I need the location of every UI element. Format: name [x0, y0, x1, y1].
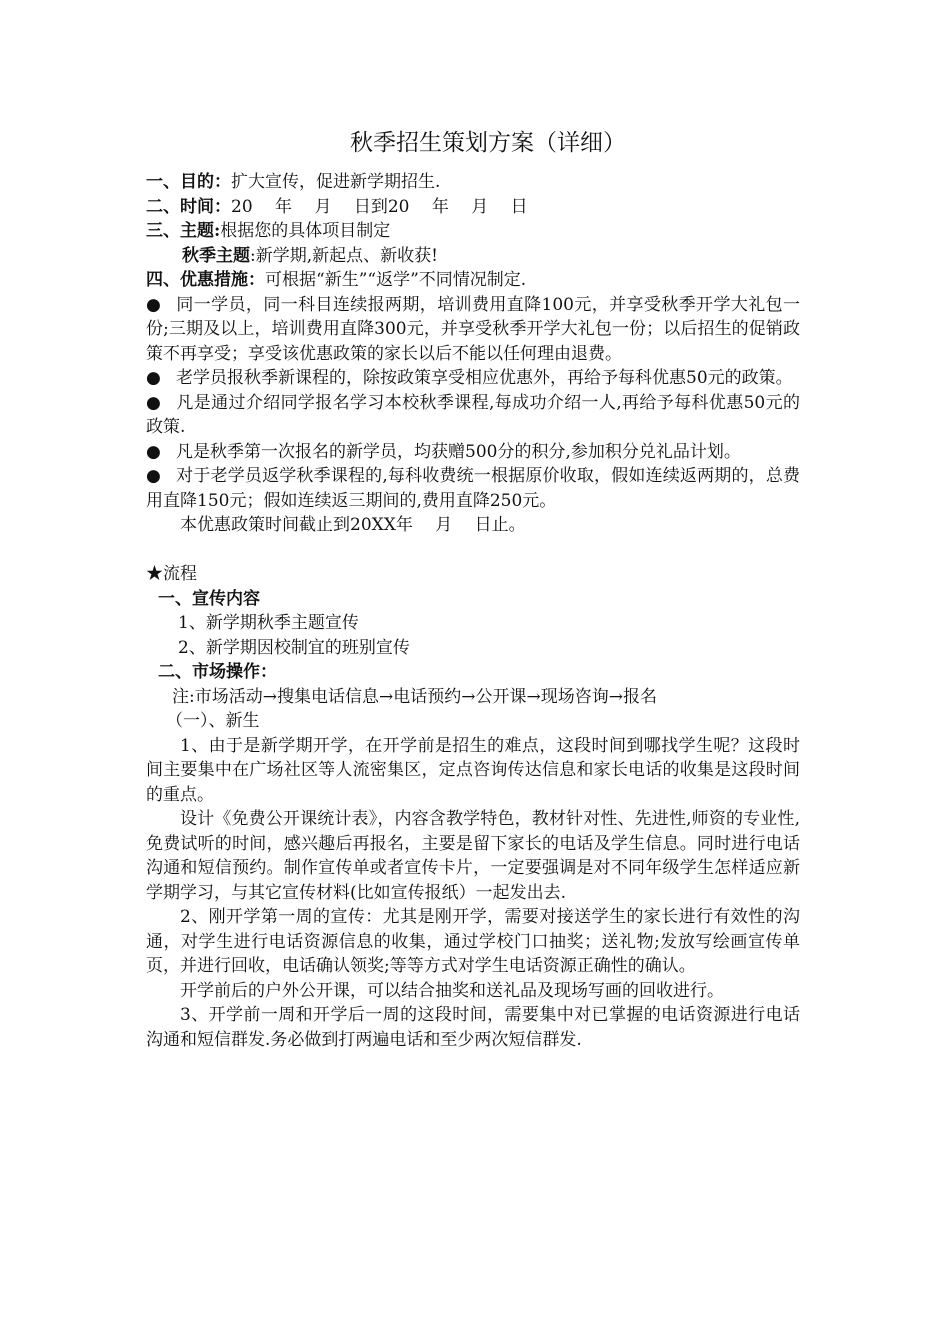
bullet-item: [146, 440, 800, 465]
paragraph: 1、由于是新学期开学，在开学前是招生的难点，这段时间到哪找学生呢？这段时间主要集中在广场社区等人流密集区，定点咨询传达信息和家长电话的收集是这段时间的重点。: [146, 735, 800, 805]
bullet-item: [146, 293, 800, 367]
bullet-item: [146, 366, 800, 391]
theme-label: 三、主题:: [146, 221, 221, 241]
theme-line: [146, 219, 800, 244]
bullet-icon: ●: [146, 392, 161, 413]
flow-note: 注:市场活动→搜集电话信息→电话预约→公开课→现场咨询→报名: [172, 686, 657, 707]
discount-line: [146, 268, 800, 293]
bullet-text: 凡是通过介绍同学报名学习本校秋季课程,每成功介绍一人,再给予每科优惠50元的政策.: [146, 392, 800, 437]
time-line: [146, 195, 800, 220]
section-spacer: [146, 538, 800, 563]
theme-text: 根据您的具体项目制定: [220, 221, 391, 241]
paragraph: 3、开学前一周和开学后一周的这段时间，需要集中对已掌握的电话资源进行电话沟通和短信群发.务必做到打两遍电话和至少两次短信群发.: [146, 1005, 800, 1050]
bullet-text: 老学员报秋季新课程的，除按政策享受相应优惠外，再给予每科优惠50元的政策。: [176, 368, 793, 388]
purpose-label: 一、目的：: [146, 172, 231, 192]
process-heading: ★流程: [146, 564, 197, 584]
purpose-line: [146, 170, 800, 195]
new-student-subheading: （一）、新生: [166, 711, 260, 731]
bullet-text: 对于老学员返学秋季课程的,每科收费统一根据原价收取，假如连续返两期的，总费用直降150元；假如连续返三期间的,费用直降250元。: [146, 466, 800, 511]
document-title: 秋季招生策划方案（详细）: [350, 130, 626, 156]
bullet-item: [146, 391, 800, 440]
bullet-icon: ●: [146, 441, 161, 462]
autumn-theme-text: :新学期,新起点、新收获!: [250, 245, 438, 266]
discount-text: 可根据“新生”“返学”不同情况制定.: [265, 270, 527, 290]
paragraph: 2、刚开学第一周的宣传：尤其是刚开学，需要对接送学生的家长进行有效性的沟通，对学生进行电话资源信息的收集，通过学校门口抽奖；送礼物;发放写绘画宣传单页，并进行回收，电话确认领奖;等等方式对学生电话资源正确性的确认。: [146, 907, 800, 976]
publicity-section-title: 一、宣传内容: [158, 588, 260, 609]
publicity-item: 2、新学期因校制宜的班别宣传: [178, 637, 410, 658]
bullet-text: 凡是秋季第一次报名的新学员，均获赠500分的积分,参加积分兑礼品计划。: [176, 441, 741, 462]
purpose-text: 扩大宣传，促进新学期招生.: [231, 172, 441, 192]
time-label: 二、时间：: [146, 196, 231, 217]
deadline-text: 本优惠政策时间截止到20XX年 月 日止。: [180, 515, 526, 535]
publicity-item: 1、新学期秋季主题宣传: [178, 613, 359, 633]
autumn-theme-label: 秋季主题: [182, 245, 250, 266]
time-text: 20 年 月 日到20 年 月 日: [231, 196, 528, 217]
bullet-icon: ●: [146, 294, 161, 315]
autumn-theme-line: [146, 244, 800, 269]
market-section-title: 二、市场操作：: [158, 662, 277, 682]
paragraph: 开学前后的户外公开课，可以结合抽奖和送礼品及现场写画的回收进行。: [180, 980, 724, 1001]
discount-bullet-list: [146, 293, 800, 514]
bullet-icon: ●: [146, 466, 161, 486]
discount-label: 四、优惠措施：: [146, 270, 265, 290]
paragraph: 设计《免费公开课统计表》，内容含教学特色，教材针对性、先进性,师资的专业性,免费试听的时间，感兴趣后再报名，主要是留下家长的电话及学生信息。同时进行电话沟通和短信预约。制作宣传单或者宣传卡片，一定要强调是对不同年级学生怎样适应新学期学习，与其它宣传材料(比如宣传报纸）一起发出去.: [146, 809, 800, 903]
bullet-icon: ●: [146, 368, 161, 388]
bullet-item: [146, 464, 800, 513]
bullet-text: 同一学员，同一科目连续报两期，培训费用直降100元，并享受秋季开学大礼包一份;三期及以上，培训费用直降300元，并享受秋季开学大礼包一份；以后招生的促销政策不再享受；享受该优惠政策的家长以后不能以任何理由退费。: [146, 294, 800, 364]
